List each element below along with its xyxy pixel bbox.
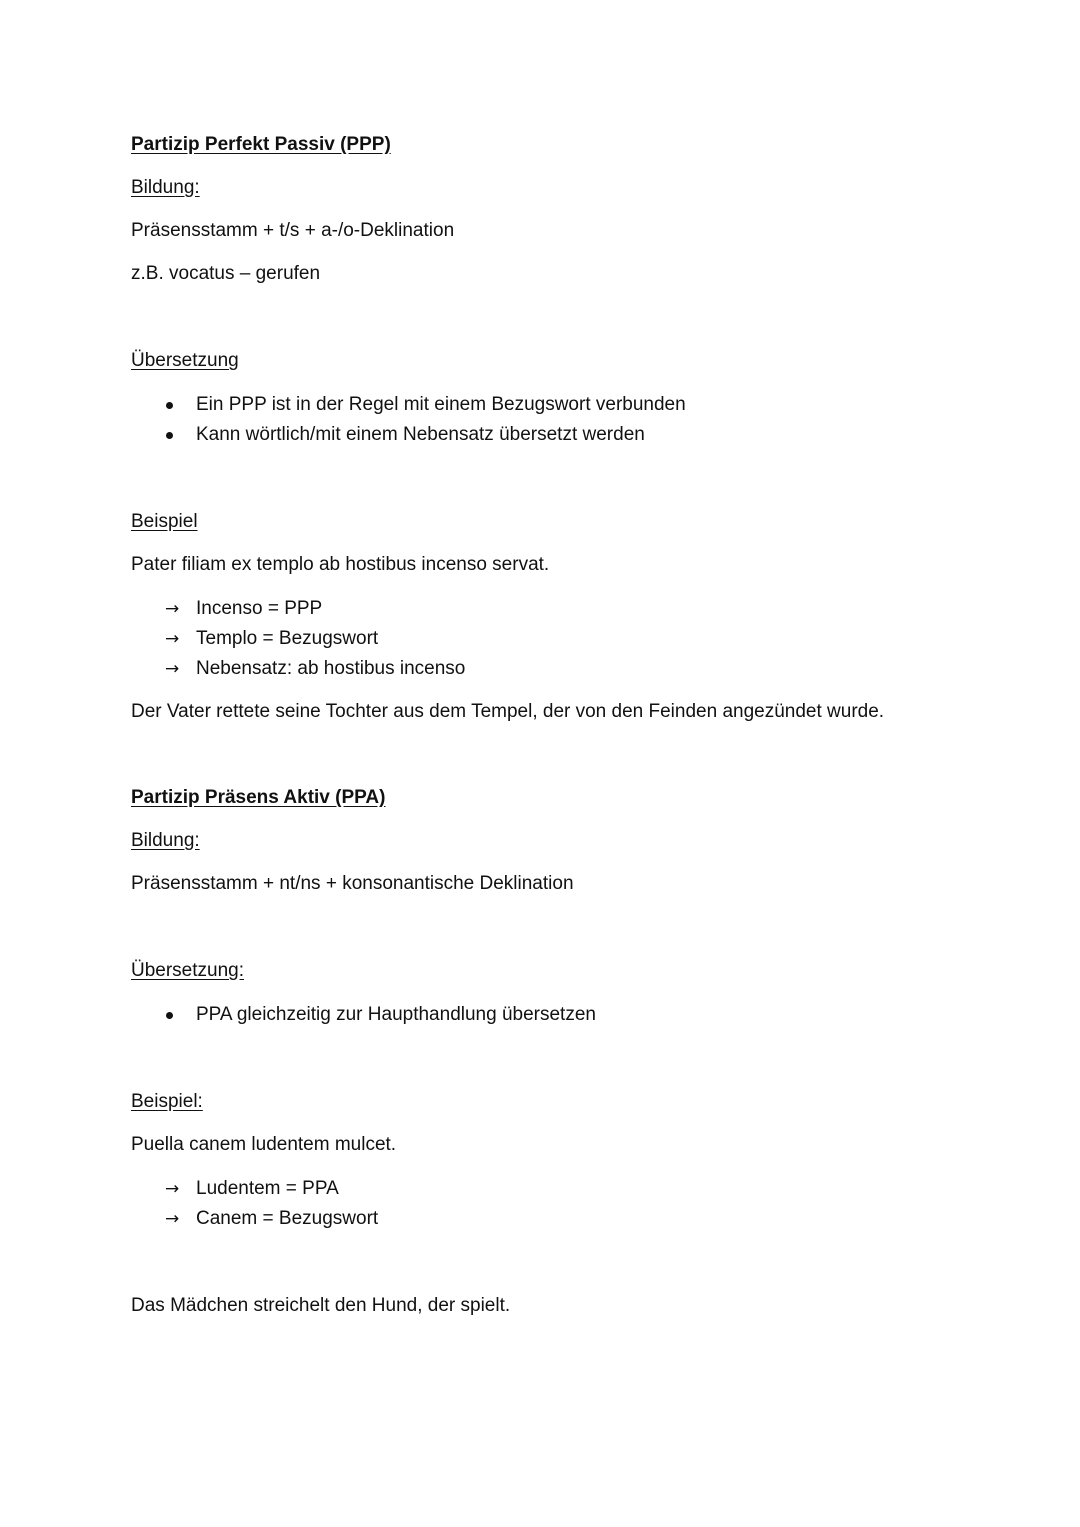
list-item-text: Ein PPP ist in der Regel mit einem Bezugswort verbunden: [196, 394, 686, 415]
list-item: [165, 423, 645, 447]
list-item: [165, 597, 322, 621]
list-item-text: Ludentem = PPA: [196, 1178, 339, 1199]
ppp-bildung-label: Bildung:: [131, 177, 200, 198]
list-item: [165, 627, 378, 651]
bullet-icon: [166, 432, 173, 439]
ppa-uebersetzung-label: Übersetzung:: [131, 960, 245, 981]
list-item-text: Incenso = PPP: [196, 598, 323, 619]
ppp-uebersetzung-label: Übersetzung: [131, 350, 239, 371]
ppp-beispiel-translation: Der Vater rettete seine Tochter aus dem Tempel, der von den Feinden angezündet wurde.: [131, 701, 885, 722]
list-item: [165, 1207, 378, 1231]
arrow-right-icon: →: [165, 1209, 180, 1229]
bullet-icon: [166, 1012, 173, 1019]
list-item-text: PPA gleichzeitig zur Haupthandlung übersetzen: [196, 1004, 596, 1025]
list-item-text: Nebensatz: ab hostibus incenso: [196, 658, 466, 679]
ppp-bildung-formula: Präsensstamm + t/s + a-/o-Deklination: [131, 220, 455, 241]
ppa-heading: Partizip Präsens Aktiv (PPA): [131, 787, 386, 808]
ppa-beispiel-label: Beispiel:: [131, 1091, 203, 1112]
list-item-text: Templo = Bezugswort: [196, 628, 379, 649]
ppp-beispiel-label: Beispiel: [131, 511, 198, 532]
list-item: [165, 1177, 339, 1201]
ppa-bildung-formula: Präsensstamm + nt/ns + konsonantische Deklination: [131, 873, 574, 894]
ppa-beispiel-sentence: Puella canem ludentem mulcet.: [131, 1134, 397, 1155]
list-item: [165, 1003, 596, 1027]
list-item-text: Kann wörtlich/mit einem Nebensatz übersetzt werden: [196, 424, 645, 445]
ppp-example-form: z.B. vocatus – gerufen: [131, 263, 321, 284]
ppa-beispiel-translation: Das Mädchen streichelt den Hund, der spielt.: [131, 1295, 511, 1316]
bullet-icon: [166, 402, 173, 409]
arrow-right-icon: →: [165, 1179, 180, 1199]
arrow-right-icon: →: [165, 599, 180, 619]
list-item: [165, 393, 686, 417]
arrow-right-icon: →: [165, 629, 180, 649]
arrow-right-icon: →: [165, 659, 180, 679]
list-item-text: Canem = Bezugswort: [196, 1208, 379, 1229]
ppp-heading: Partizip Perfekt Passiv (PPP): [131, 134, 391, 155]
list-item: [165, 657, 465, 681]
ppp-beispiel-sentence: Pater filiam ex templo ab hostibus incenso servat.: [131, 554, 550, 575]
ppa-bildung-label: Bildung:: [131, 830, 200, 851]
